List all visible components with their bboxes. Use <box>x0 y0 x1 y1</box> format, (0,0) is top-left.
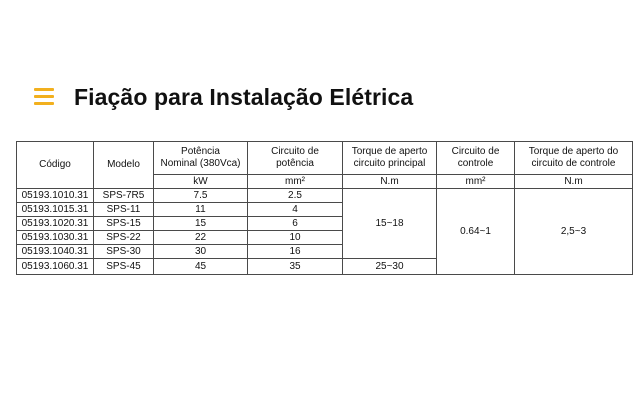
table-row <box>17 189 633 203</box>
cell-potencia: 30 <box>154 245 248 259</box>
cell-codigo: 05193.1015.31 <box>17 203 94 217</box>
cell-circuito: 2.5 <box>248 189 343 203</box>
cell-codigo: 05193.1060.31 <box>17 259 94 275</box>
unit-circuito-controle: mm² <box>437 175 515 189</box>
cell-modelo: SPS-15 <box>94 217 154 231</box>
cell-circuito: 35 <box>248 259 343 275</box>
cell-torque-principal-group2: 25~30 <box>343 259 437 275</box>
unit-torque-controle: N.m <box>515 175 633 189</box>
cell-torque-controle: 2,5~3 <box>515 189 633 275</box>
header-torque-principal: Torque de aperto circuito principal <box>343 142 437 175</box>
cell-modelo: SPS-45 <box>94 259 154 275</box>
cell-potencia: 15 <box>154 217 248 231</box>
header-circuito-controle: Circuito de controle <box>437 142 515 175</box>
menu-icon[interactable] <box>34 88 54 106</box>
unit-circuito-potencia: mm² <box>248 175 343 189</box>
cell-torque-principal-group1: 15~18 <box>343 189 437 259</box>
cell-potencia: 7.5 <box>154 189 248 203</box>
header-torque-controle: Torque de aperto do circuito de controle <box>515 142 633 175</box>
cell-potencia: 45 <box>154 259 248 275</box>
cell-codigo: 05193.1020.31 <box>17 217 94 231</box>
header-circuito-potencia: Circuito de potência <box>248 142 343 175</box>
page-header <box>34 80 413 114</box>
cell-codigo: 05193.1040.31 <box>17 245 94 259</box>
cell-modelo: SPS-11 <box>94 203 154 217</box>
cell-modelo: SPS-30 <box>94 245 154 259</box>
header-potencia: Potência Nominal (380Vca) <box>154 142 248 175</box>
header-row <box>17 142 633 175</box>
cell-circuito: 10 <box>248 231 343 245</box>
cell-modelo: SPS-22 <box>94 231 154 245</box>
page-title: Fiação para Instalação Elétrica <box>74 83 414 110</box>
unit-potencia: kW <box>154 175 248 189</box>
cell-codigo: 05193.1030.31 <box>17 231 94 245</box>
cell-circuito: 6 <box>248 217 343 231</box>
cell-codigo: 05193.1010.31 <box>17 189 94 203</box>
header-modelo: Modelo <box>94 142 154 189</box>
cell-circuito-controle: 0.64~1 <box>437 189 515 275</box>
cell-potencia: 11 <box>154 203 248 217</box>
cell-modelo: SPS-7R5 <box>94 189 154 203</box>
cell-circuito: 4 <box>248 203 343 217</box>
header-codigo: Código <box>17 142 94 189</box>
cell-circuito: 16 <box>248 245 343 259</box>
cell-potencia: 22 <box>154 231 248 245</box>
wiring-spec-table <box>16 141 633 275</box>
unit-torque-principal: N.m <box>343 175 437 189</box>
